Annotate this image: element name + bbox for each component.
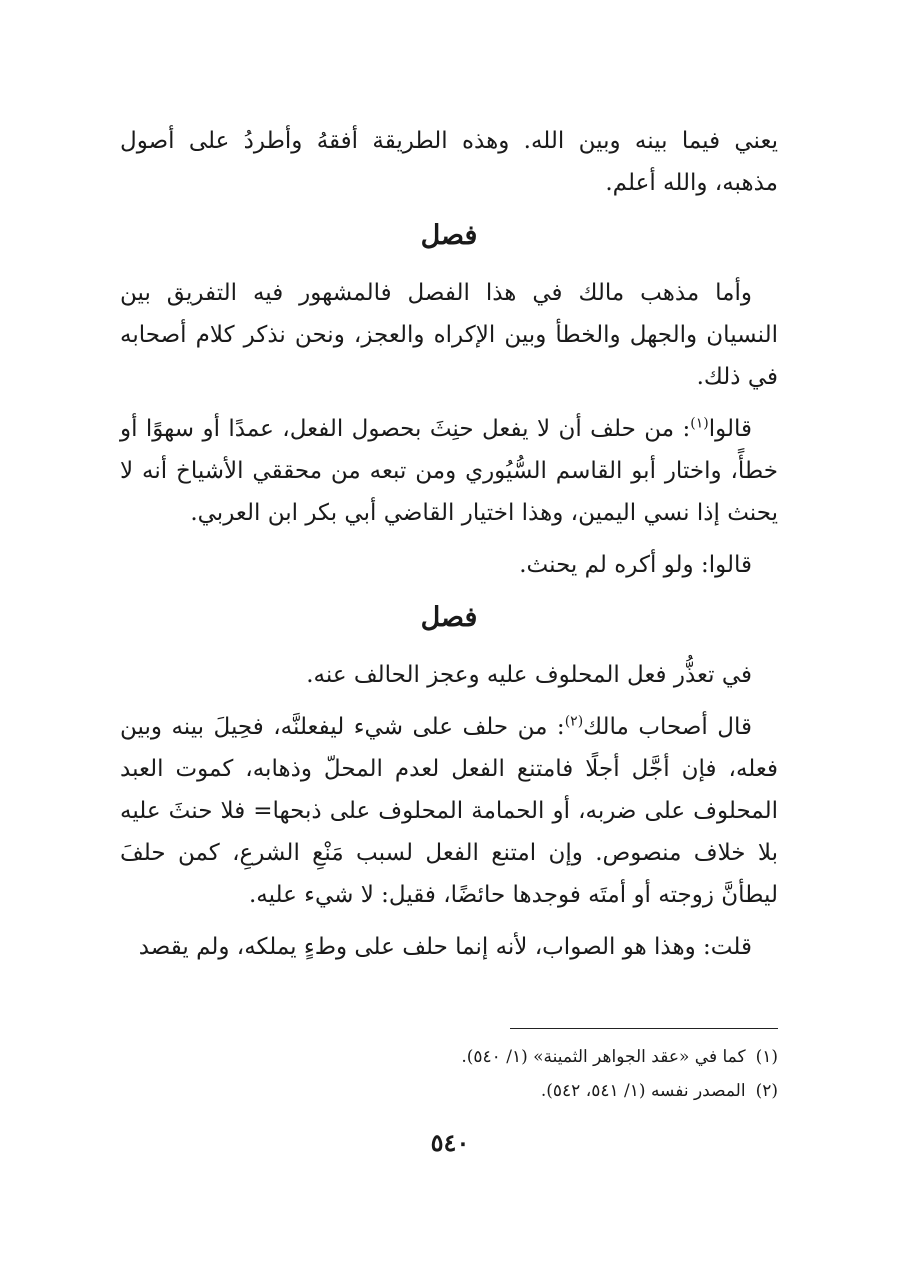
paragraph-qalu-coercion: قالوا: ولو أكره لم يحنث.	[519, 552, 752, 578]
footnote-divider	[510, 1028, 778, 1029]
paragraph-qultu: قلت: وهذا هو الصواب، لأنه إنما حلف على وطءٍ يملكه، ولم يقصد	[138, 934, 752, 960]
main-text	[120, 120, 778, 978]
footnote-text: كما في «عقد الجواهر الثمينة» (١/ ٥٤٠).	[461, 1047, 746, 1067]
paragraph-malik-companions	[120, 706, 778, 916]
page-number: ٥٤٠	[430, 1128, 470, 1157]
footnote-item	[120, 1074, 778, 1108]
footnote-number: (١)	[755, 1047, 778, 1067]
paragraph-continuation: يعني فيما بينه وبين الله. وهذه الطريقة أفقهُ وأطردُ على أصول مذهبه، والله أعلم.	[120, 128, 778, 196]
paragraph-lead: قالوا	[708, 416, 752, 442]
paragraph-qalu-first	[120, 408, 778, 534]
paragraph-body: : من حلف أن لا يفعل حنِثَ بحصول الفعل، عمدًا أو سهوًا أو خطأً، واختار أبو القاسم السُّيُوري ومن تبعه من محققي الأشياخ أنه لا يحنث إذا نسي اليمين، وهذا اختيار القاضي أبي بكر ابن العربي.	[120, 416, 778, 526]
section-heading: فصل	[420, 602, 478, 633]
paragraph-lead: قال أصحاب مالك	[583, 714, 753, 740]
section-heading: فصل	[420, 220, 478, 251]
footnote-reference[interactable]: (٢)	[564, 713, 584, 730]
paragraph-section-subtitle: في تعذُّر فعل المحلوف عليه وعجز الحالف عنه.	[306, 662, 752, 688]
footnote-reference[interactable]: (١)	[690, 415, 709, 432]
footnotes	[120, 1040, 778, 1108]
paragraph-malik-doctrine: وأما مذهب مالك في هذا الفصل فالمشهور فيه التفريق بين النسيان والجهل والخطأ وبين الإكراه والعجز، ونحن نذكر كلام أصحابه في ذلك.	[120, 280, 778, 390]
paragraph-body: : من حلف على شيء ليفعلنَّه، فحِيلَ بينه وبين فعله، فإن أجَّل أجلًا فامتنع الفعل لعدم المحلّ وذهابه، كموت العبد المحلوف على ضربه، أو الحمامة المحلوف على ذبحها= فلا حنثَ عليه بلا خلاف منصوص. وإن امتنع الفعل لسبب مَنْعِ الشرعِ، كمن حلفَ ليطأنَّ زوجته أو أمتَه فوجدها حائضًا، فقيل: لا شيء عليه.	[120, 714, 778, 908]
footnote-item	[120, 1040, 778, 1074]
footnote-number: (٢)	[755, 1081, 778, 1101]
footnote-text: المصدر نفسه (١/ ٥٤١، ٥٤٢).	[540, 1081, 746, 1101]
